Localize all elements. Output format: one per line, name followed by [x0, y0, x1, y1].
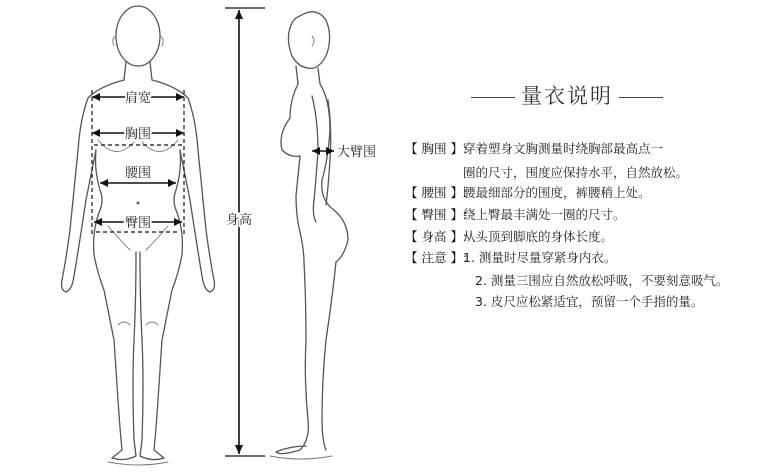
item-waist [405, 185, 651, 201]
instructions-title [465, 80, 669, 110]
item-tag: 【 胸围 】: [405, 141, 468, 156]
item-text: 1. 测量时尽量穿紧身内衣。 [463, 250, 617, 265]
item-height [405, 229, 613, 245]
waist-label: 腰围 [124, 166, 152, 181]
item-tag: 【 腰围 】: [405, 185, 468, 200]
hip-label: 臀围 [124, 216, 152, 231]
item-text: 穿着塑身文胸测量时绕胸部最高点一 [463, 141, 664, 156]
item-note-line3: 3. 皮尺应松紧适宜，预留一个手指的量。 [475, 294, 704, 309]
item-text: 腰最细部分的围度，裤腰稍上处。 [463, 185, 651, 200]
side-body-figure [270, 12, 348, 459]
title-text: 量衣说明 [521, 84, 613, 108]
item-chest [405, 141, 663, 157]
item-text: 绕上臀最丰满处一圈的尺寸。 [463, 207, 626, 222]
shoulder-width-label: 肩宽 [124, 91, 152, 106]
item-note [405, 250, 616, 266]
item-chest-line2: 圈的尺寸，围度应保持水平，自然放松。 [463, 165, 689, 180]
item-tag: 【 身高 】: [405, 229, 468, 244]
item-tag: 【 注意 】: [405, 250, 468, 265]
upper-arm-label: 大臂围 [337, 145, 377, 160]
front-body-figure [62, 6, 215, 465]
item-text: 从头顶到脚底的身体长度。 [463, 229, 614, 244]
chest-label: 胸围 [124, 127, 152, 142]
title-rule-right [619, 97, 663, 98]
height-measure [225, 8, 265, 456]
title-rule-left [471, 97, 515, 98]
front-measure-marks [92, 90, 184, 235]
item-tag: 【 臀围 】: [405, 207, 468, 222]
height-label: 身高 [225, 213, 253, 228]
item-note-line2: 2. 测量三围应自然放松呼吸，不要刻意吸气。 [475, 273, 729, 288]
item-hip [405, 207, 626, 223]
